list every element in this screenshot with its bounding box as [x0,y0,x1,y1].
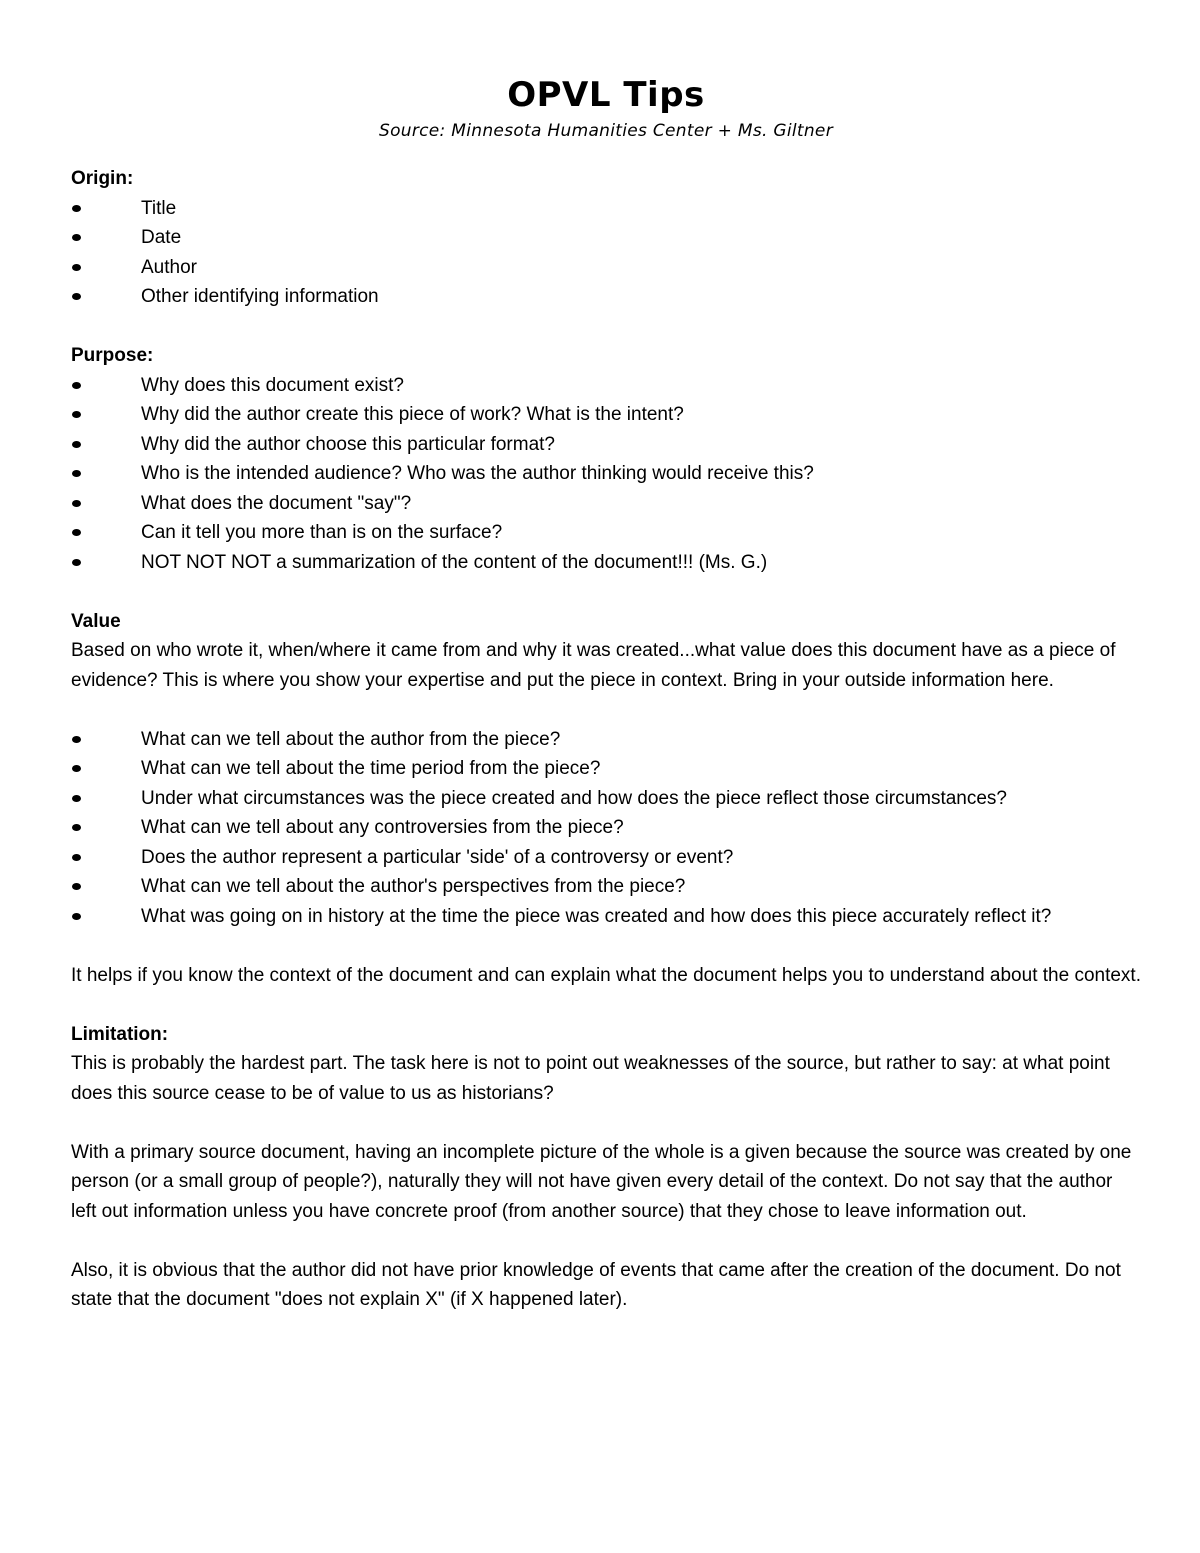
list-item: Who is the intended audience? Who was the author thinking would receive this? [71,459,1141,489]
list-item: Can it tell you more than is on the surface? [71,518,1141,548]
value-list [71,725,1141,932]
list-item: What does the document "say"? [71,489,1141,519]
document-page [71,72,1141,1315]
bullet-icon [72,854,81,861]
bullet-icon [72,293,81,300]
list-item: What was going on in history at the time the piece was created and how does this piece accurately reflect it? [71,902,1141,932]
source-line: Source: Minnesota Humanities Center + Ms. Giltner [379,121,833,141]
bullet-icon [72,824,81,831]
list-item: Author [71,253,1141,283]
bullet-icon [72,913,81,920]
purpose-list [71,371,1141,578]
value-intro: Based on who wrote it, when/where it came from and why it was created...what value does this document have as a piece of evidence? This is where you show your expertise and put the piece in context. Bring in your outside information here. [71,640,1116,691]
list-item: Title [71,194,1141,224]
bullet-icon [72,441,81,448]
list-item: Why does this document exist? [71,371,1141,401]
bullet-icon [72,205,81,212]
list-item: What can we tell about the time period from the piece? [71,754,1141,784]
bullet-icon [72,559,81,566]
bullet-icon [72,234,81,241]
bullet-icon [72,382,81,389]
bullet-icon [72,470,81,477]
limitation-paragraph: With a primary source document, having an incomplete picture of the whole is a given because the source was created by one person (or a small group of people?), naturally they will not have given every detail of the context. Do not say that the author left out information unless you have concrete proof (from another source) that they chose to leave information out. [71,1141,1132,1222]
bullet-icon [72,883,81,890]
origin-list [71,194,1141,312]
limitation-paragraph: Also, it is obvious that the author did not have prior knowledge of events that came after the creation of the document. Do not state that the document "does not explain X" (if X happened later). [71,1259,1121,1310]
list-item: Under what circumstances was the piece created and how does the piece reflect those circumstances? [71,784,1141,814]
bullet-icon [72,411,81,418]
list-item: What can we tell about the author from the piece? [71,725,1141,755]
bullet-icon [72,736,81,743]
bullet-icon [72,500,81,507]
value-heading: Value [71,610,121,632]
bullet-icon [72,529,81,536]
list-item: What can we tell about any controversies from the piece? [71,813,1141,843]
bullet-icon [72,765,81,772]
list-item: Other identifying information [71,282,1141,312]
limitation-paragraph: This is probably the hardest part. The task here is not to point out weaknesses of the source, but rather to say: at what point does this source cease to be of value to us as historians? [71,1053,1110,1104]
list-item: NOT NOT NOT a summarization of the content of the document!!! (Ms. G.) [71,548,1141,578]
page-title: OPVL Tips [507,75,705,115]
list-item: Why did the author choose this particular format? [71,430,1141,460]
limitation-heading: Limitation: [71,1023,169,1045]
list-item: What can we tell about the author's perspectives from the piece? [71,872,1141,902]
bullet-icon [72,795,81,802]
bullet-icon [72,264,81,271]
list-item: Date [71,223,1141,253]
origin-heading: Origin: [71,168,134,189]
list-item: Why did the author create this piece of work? What is the intent? [71,400,1141,430]
value-closing: It helps if you know the context of the document and can explain what the document helps you to understand about the context. [71,964,1141,986]
purpose-heading: Purpose: [71,345,154,366]
list-item: Does the author represent a particular 'side' of a controversy or event? [71,843,1141,873]
